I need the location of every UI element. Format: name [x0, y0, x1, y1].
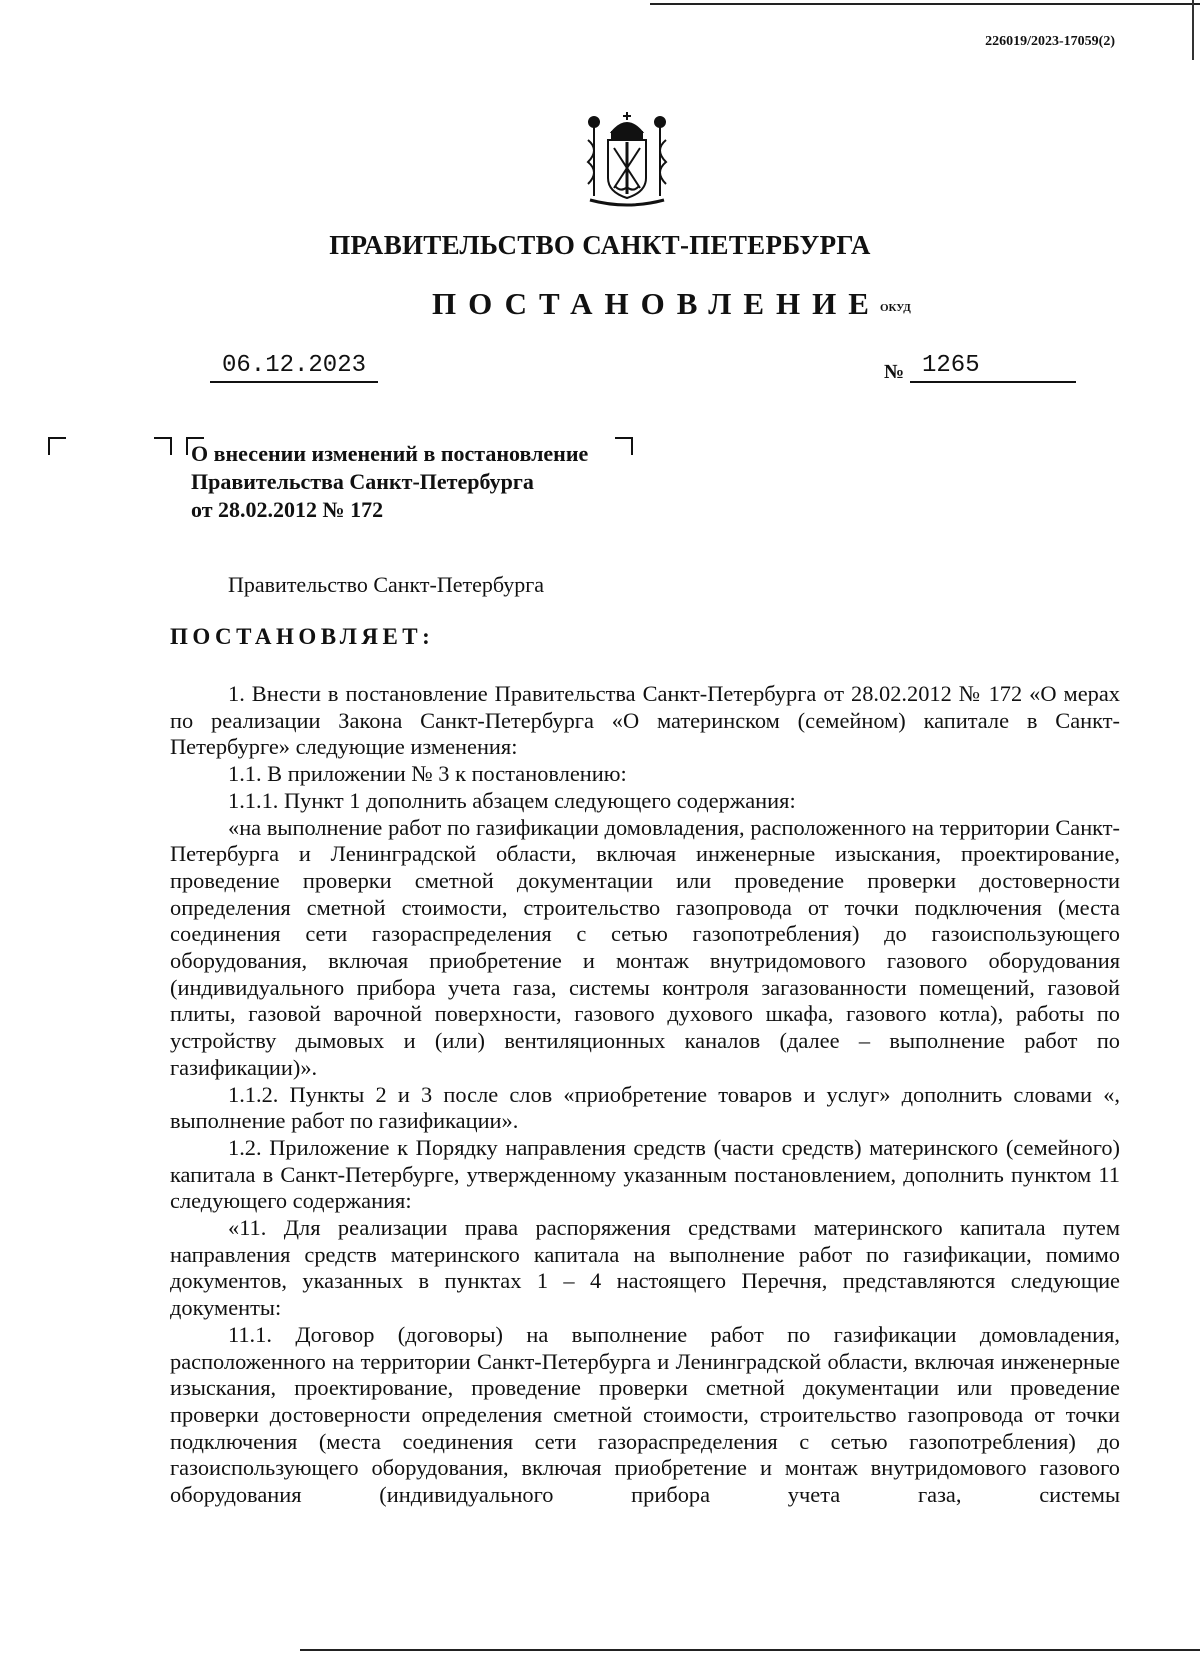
document-code: 226019/2023-17059(2): [985, 34, 1115, 49]
corner-mark: [154, 437, 172, 455]
body-paragraph: 1.1.2. Пункты 2 и 3 после слов «приобретение товаров и услуг» дополнить словами «, выполнение работ по газификации».: [170, 1081, 1120, 1134]
okud-label: ОКУД: [880, 302, 911, 314]
subject-line: Правительства Санкт-Петербурга: [191, 469, 534, 494]
government-title: ПРАВИТЕЛЬСТВО САНКТ-ПЕТЕРБУРГА: [329, 230, 871, 260]
scan-edge-bottom: [300, 1649, 1200, 1651]
body-paragraph: 1.1.1. Пункт 1 дополнить абзацем следующего содержания:: [228, 787, 796, 813]
document-type: ПОСТАНОВЛЕНИЕ: [432, 286, 881, 321]
body-paragraph: «на выполнение работ по газификации домовладения, расположенного на территории Санкт-Петербурга и Ленинградской области, включая инженерные изыскания, проектирование, проведение проверки сметной документации или проведение проверки достоверности определения сметной стоимости, строительство газопровода от точки подключения (места соединения сети газораспределения с сетью газопотребления) до газоиспользующего оборудования, включая приобретение и монтаж внутридомового газового оборудования (индивидуального прибора учета газа, системы контроля загазованности помещений, газовой плиты, газовой варочной поверхности, газового духового шкафа, газового котла), работы по устройству дымовых и (или) вентиляционных каналов (далее – выполнение работ по газификации)».: [170, 814, 1120, 1080]
number-label: №: [884, 361, 905, 383]
body-paragraph: 1. Внести в постановление Правительства Санкт-Петербурга от 28.02.2012 № 172 «О мерах по реализации Закона Санкт-Петербурга «О материнском (семейном) капитале в Санкт-Петербурге» следующие изменения:: [170, 681, 1120, 760]
subject-line: О внесении изменений в постановление: [191, 441, 589, 466]
body-paragraph: «11. Для реализации права распоряжения средствами материнского капитала путем направления средств материнского капитала на выполнение работ по газификации, помимо документов, указанных в пунктах 1 – 4 настоящего Перечня, представляются следующие документы:: [170, 1215, 1120, 1321]
issuer: Правительство Санкт-Петербурга: [228, 572, 545, 597]
body-paragraph: 1.2. Приложение к Порядку направления средств (части средств) материнского (семейного) капитала в Санкт-Петербурге, утвержденному указанным постановлением, дополнить пунктом 11 следующего содержания:: [170, 1134, 1120, 1214]
document-body: [170, 681, 1120, 1509]
scan-edge-top: [650, 3, 1200, 5]
subject-line: от 28.02.2012 № 172: [191, 497, 384, 522]
document-number: 1265: [910, 352, 1076, 383]
scan-edge-right: [1192, 0, 1194, 60]
resolves-heading: ПОСТАНОВЛЯЕТ:: [170, 624, 435, 649]
document-subject: [191, 440, 588, 524]
saint-petersburg-coat-of-arms-icon: [582, 110, 672, 210]
corner-mark: [615, 437, 633, 455]
body-paragraph: 11.1. Договор (договоры) на выполнение работ по газификации домовладения, расположенного на территории Санкт-Петербурга и Ленинградской области, включая инженерные изыскания, проектирование, проведение проверки сметной документации или проведение проверки достоверности определения сметной стоимости, строительство газопровода от точки подключения (места соединения сети газораспределения с сетью газопотребления) до газоиспользующего оборудования, включая приобретение и монтаж внутридомового газового оборудования (индивидуального прибора учета газа, системы: [170, 1321, 1120, 1508]
body-paragraph: 1.1. В приложении № 3 к постановлению:: [228, 761, 627, 787]
document-date: 06.12.2023: [210, 352, 378, 383]
corner-mark: [48, 437, 66, 455]
